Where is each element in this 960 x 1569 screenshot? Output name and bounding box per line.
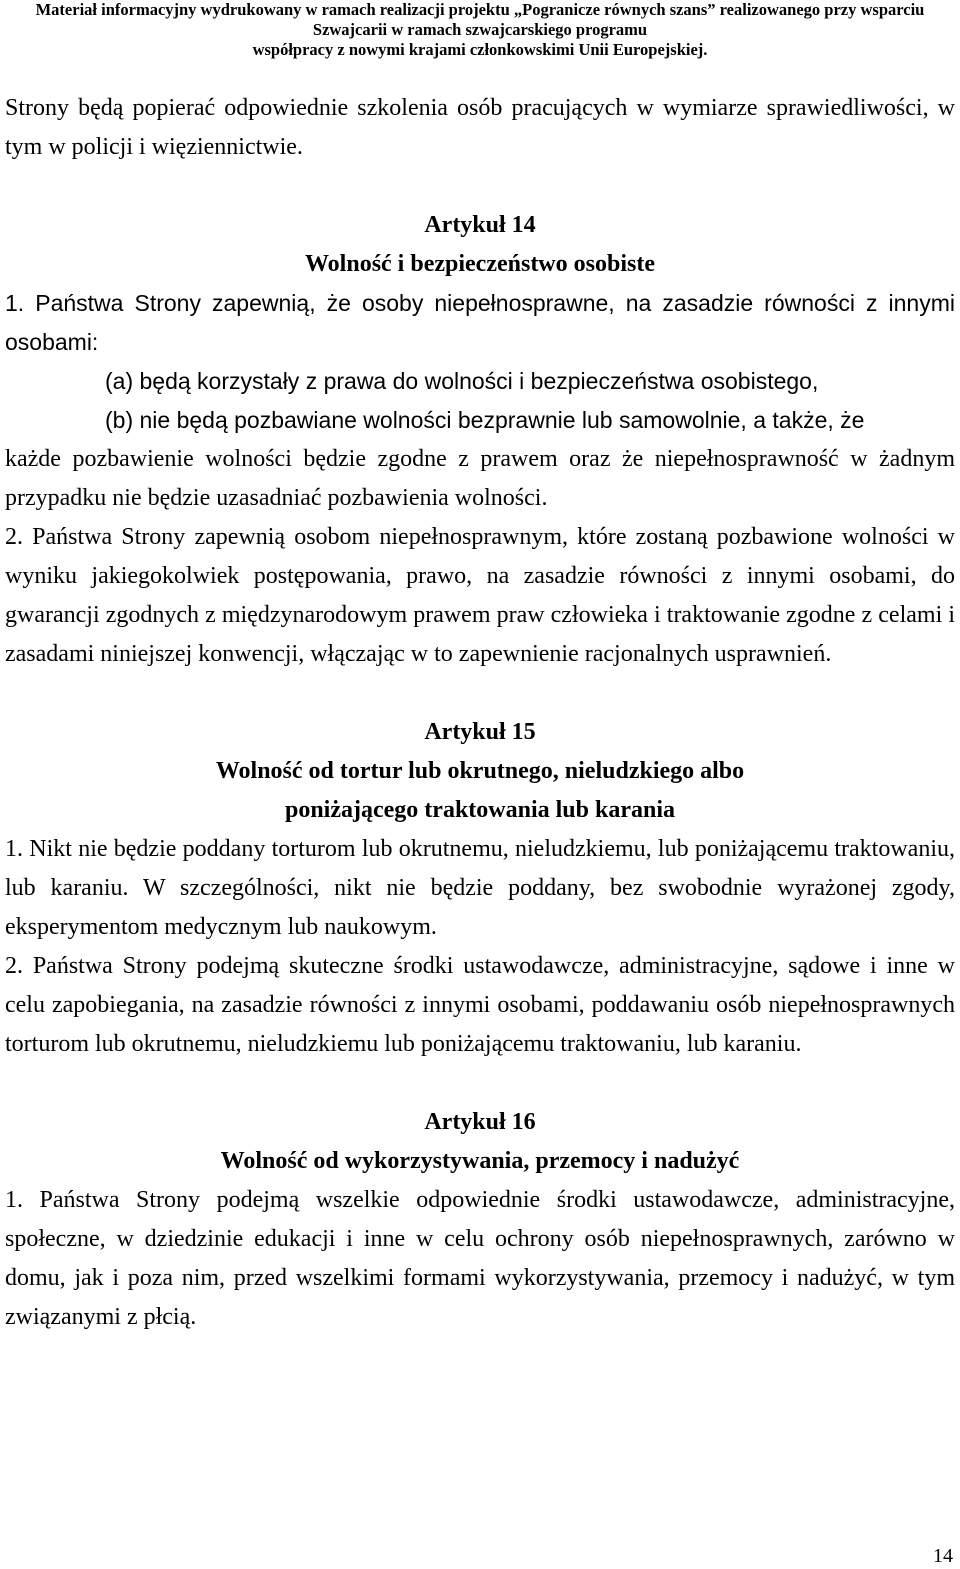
article-14-paragraph-1: 1. Państwa Strony zapewnią, że osoby niepełnosprawne, na zasadzie równości z innymi osobami: bbox=[5, 290, 955, 355]
article-16-title: Wolność od wykorzystywania, przemocy i nadużyć bbox=[220, 1148, 740, 1174]
spacer bbox=[5, 1064, 955, 1103]
intro-paragraph: Strony będą popierać odpowiednie szkolenia osób pracujących w wymiarze sprawiedliwości, w tym w policji i więziennictwie. bbox=[5, 95, 955, 160]
page-number: 14 bbox=[933, 1545, 953, 1567]
article-14-paragraph-1-continuation: każde pozbawienie wolności będzie zgodne z prawem oraz że niepełnosprawność w żadnym przypadku nie będzie uzasadniać pozbawienia wolności. bbox=[5, 446, 955, 511]
article-16-paragraph-1: 1. Państwa Strony podejmą wszelkie odpowiednie środki ustawodawcze, administracyjne, społeczne, w dziedzinie edukacji i inne w celu ochrony osób niepełnosprawnych, zarówno w domu, jak i poza nim, przed wszelkimi formami wykorzystywania, przemocy i nadużyć, w tym związanymi z płcią. bbox=[5, 1187, 955, 1330]
header-line-3: współpracy z nowymi krajami członkowskimi Unii Europejskiej. bbox=[252, 40, 708, 59]
article-15-title-line-1: Wolność od tortur lub okrutnego, nieludzkiego albo bbox=[215, 758, 745, 784]
article-15-paragraph-1: 1. Nikt nie będzie poddany torturom lub okrutnemu, nieludzkiemu, lub poniżającemu traktowaniu, lub karaniu. W szczególności, nikt nie będzie poddany, bez swobodnie wyrażonej zgody, eksperymentom medycznym lub naukowym. bbox=[5, 836, 955, 940]
article-14-item-a: (a) będą korzystały z prawa do wolności i bezpieczeństwa osobistego, bbox=[105, 368, 819, 394]
article-16-number: Artykuł 16 bbox=[424, 1109, 536, 1135]
article-15-number: Artykuł 15 bbox=[424, 719, 536, 745]
document-body bbox=[5, 89, 955, 1337]
article-14-paragraph-2: 2. Państwa Strony zapewnią osobom niepełnosprawnym, które zostaną pozbawione wolności w wyniku jakiegokolwiek postępowania, prawo, na zasadzie równości z innymi osobami, do gwarancji zgodnych z międzynarodowym prawem praw człowieka i traktowanie zgodne z celami i zasadami niniejszej konwencji, włączając w to zapewnienie racjonalnych usprawnień. bbox=[5, 524, 955, 667]
spacer bbox=[5, 167, 955, 206]
header-line-1: Materiał informacyjny wydrukowany w ramach realizacji projektu „Pogranicze równych szans” realizowanego przy wsparciu bbox=[35, 0, 925, 19]
article-15-title-line-2: poniżającego traktowania lub karania bbox=[284, 797, 676, 823]
spacer bbox=[5, 674, 955, 713]
page-header bbox=[0, 0, 960, 60]
article-14-item-b: (b) nie będą pozbawiane wolności bezprawnie lub samowolnie, a także, że bbox=[105, 407, 865, 433]
article-15-paragraph-2: 2. Państwa Strony podejmą skuteczne środki ustawodawcze, administracyjne, sądowe i inne w celu zapobiegania, na zasadzie równości z innymi osobami, poddawaniu osób niepełnosprawnych torturom lub okrutnemu, nieludzkiemu lub poniżającemu traktowaniu, lub karaniu. bbox=[5, 953, 955, 1057]
article-14-title: Wolność i bezpieczeństwo osobiste bbox=[305, 251, 655, 277]
article-14-number: Artykuł 14 bbox=[424, 212, 536, 238]
header-line-2: Szwajcarii w ramach szwajcarskiego programu bbox=[312, 20, 648, 39]
